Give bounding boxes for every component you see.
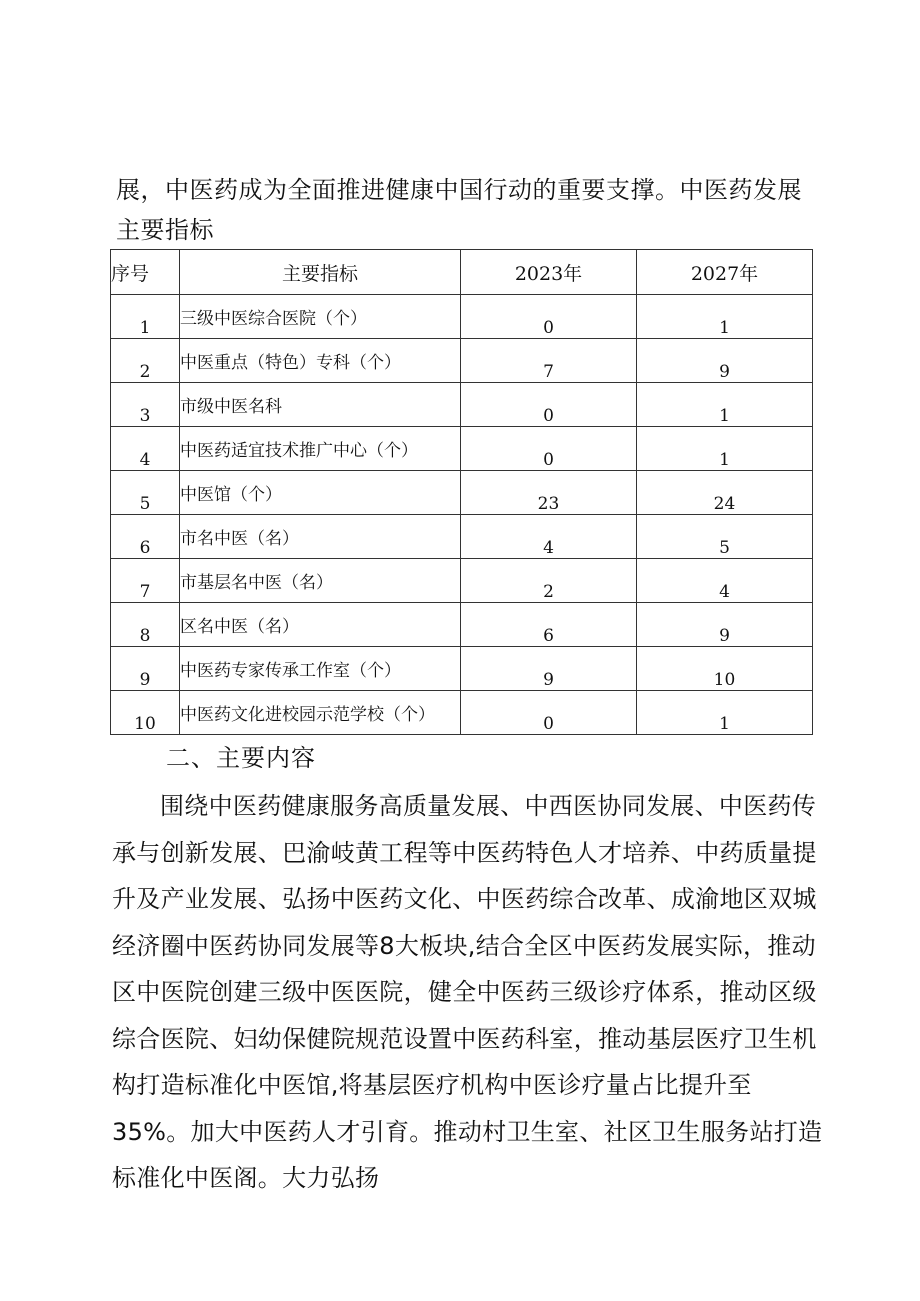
section-heading: 二、主要内容 [166,744,316,772]
row-value-2023: 9 [461,647,637,691]
row-seq: 3 [111,383,180,427]
row-indicator: 中医药专家传承工作室（个） [180,647,461,691]
table-row [111,339,813,383]
header-2023: 2023年 [461,250,637,295]
table-row [111,691,813,735]
row-value-2027: 9 [637,603,813,647]
row-value-2027: 24 [637,471,813,515]
row-seq: 2 [111,339,180,383]
table-row [111,427,813,471]
row-value-2027: 1 [637,383,813,427]
table-row [111,295,813,339]
table-row [111,559,813,603]
row-value-2027: 5 [637,515,813,559]
table-row [111,383,813,427]
table-row [111,647,813,691]
row-value-2023: 7 [461,339,637,383]
header-2027: 2027年 [637,250,813,295]
row-indicator: 中医重点（特色）专科（个） [180,339,461,383]
intro-paragraph: 展，中医药成为全面推进健康中国行动的重要支撑。中医药发展主要指标 [116,176,802,244]
body-paragraph: 围绕中医药健康服务高质量发展、中西医协同发展、中医药传承与创新发展、巴渝岐黄工程等中医药特色人才培养、中药质量提升及产业发展、弘扬中医药文化、中医药综合改革、成渝地区双城经济圈中医药协同发展等8大板块,结合全区中医药发展实际，推动区中医院创建三级中医医院，健全中医药三级诊疗体系，推动区级综合医院、妇幼保健院规范设置中医药科室，推动基层医疗卫生机构打造标准化中医馆,将基层医疗机构中医诊疗量占比提升至35%。加大中医药人才引育。推动村卫生室、社区卫生服务站打造标准化中医阁。大力弘扬 [112,792,823,1192]
indicators-table [110,249,813,735]
row-seq: 5 [111,471,180,515]
row-seq: 7 [111,559,180,603]
header-seq: 序号 [111,250,180,295]
row-value-2023: 0 [461,383,637,427]
row-seq: 10 [111,691,180,735]
row-seq: 8 [111,603,180,647]
row-value-2023: 0 [461,691,637,735]
row-value-2023: 0 [461,427,637,471]
row-value-2027: 1 [637,691,813,735]
row-seq: 1 [111,295,180,339]
row-value-2023: 23 [461,471,637,515]
row-value-2027: 10 [637,647,813,691]
row-indicator: 市基层名中医（名） [180,559,461,603]
table-row [111,515,813,559]
header-indicator: 主要指标 [180,250,461,295]
row-value-2023: 4 [461,515,637,559]
row-value-2027: 1 [637,295,813,339]
row-value-2027: 1 [637,427,813,471]
row-indicator: 区名中医（名） [180,603,461,647]
row-seq: 4 [111,427,180,471]
row-indicator: 市名中医（名） [180,515,461,559]
row-value-2023: 2 [461,559,637,603]
table-header-row [111,250,813,295]
row-indicator: 中医馆（个） [180,471,461,515]
row-indicator: 三级中医综合医院（个） [180,295,461,339]
row-value-2023: 0 [461,295,637,339]
row-indicator: 市级中医名科 [180,383,461,427]
row-seq: 9 [111,647,180,691]
row-value-2027: 9 [637,339,813,383]
row-indicator: 中医药文化进校园示范学校（个） [180,691,461,735]
table-row [111,471,813,515]
row-indicator: 中医药适宜技术推广中心（个） [180,427,461,471]
table-row [111,603,813,647]
row-value-2027: 4 [637,559,813,603]
row-seq: 6 [111,515,180,559]
row-value-2023: 6 [461,603,637,647]
